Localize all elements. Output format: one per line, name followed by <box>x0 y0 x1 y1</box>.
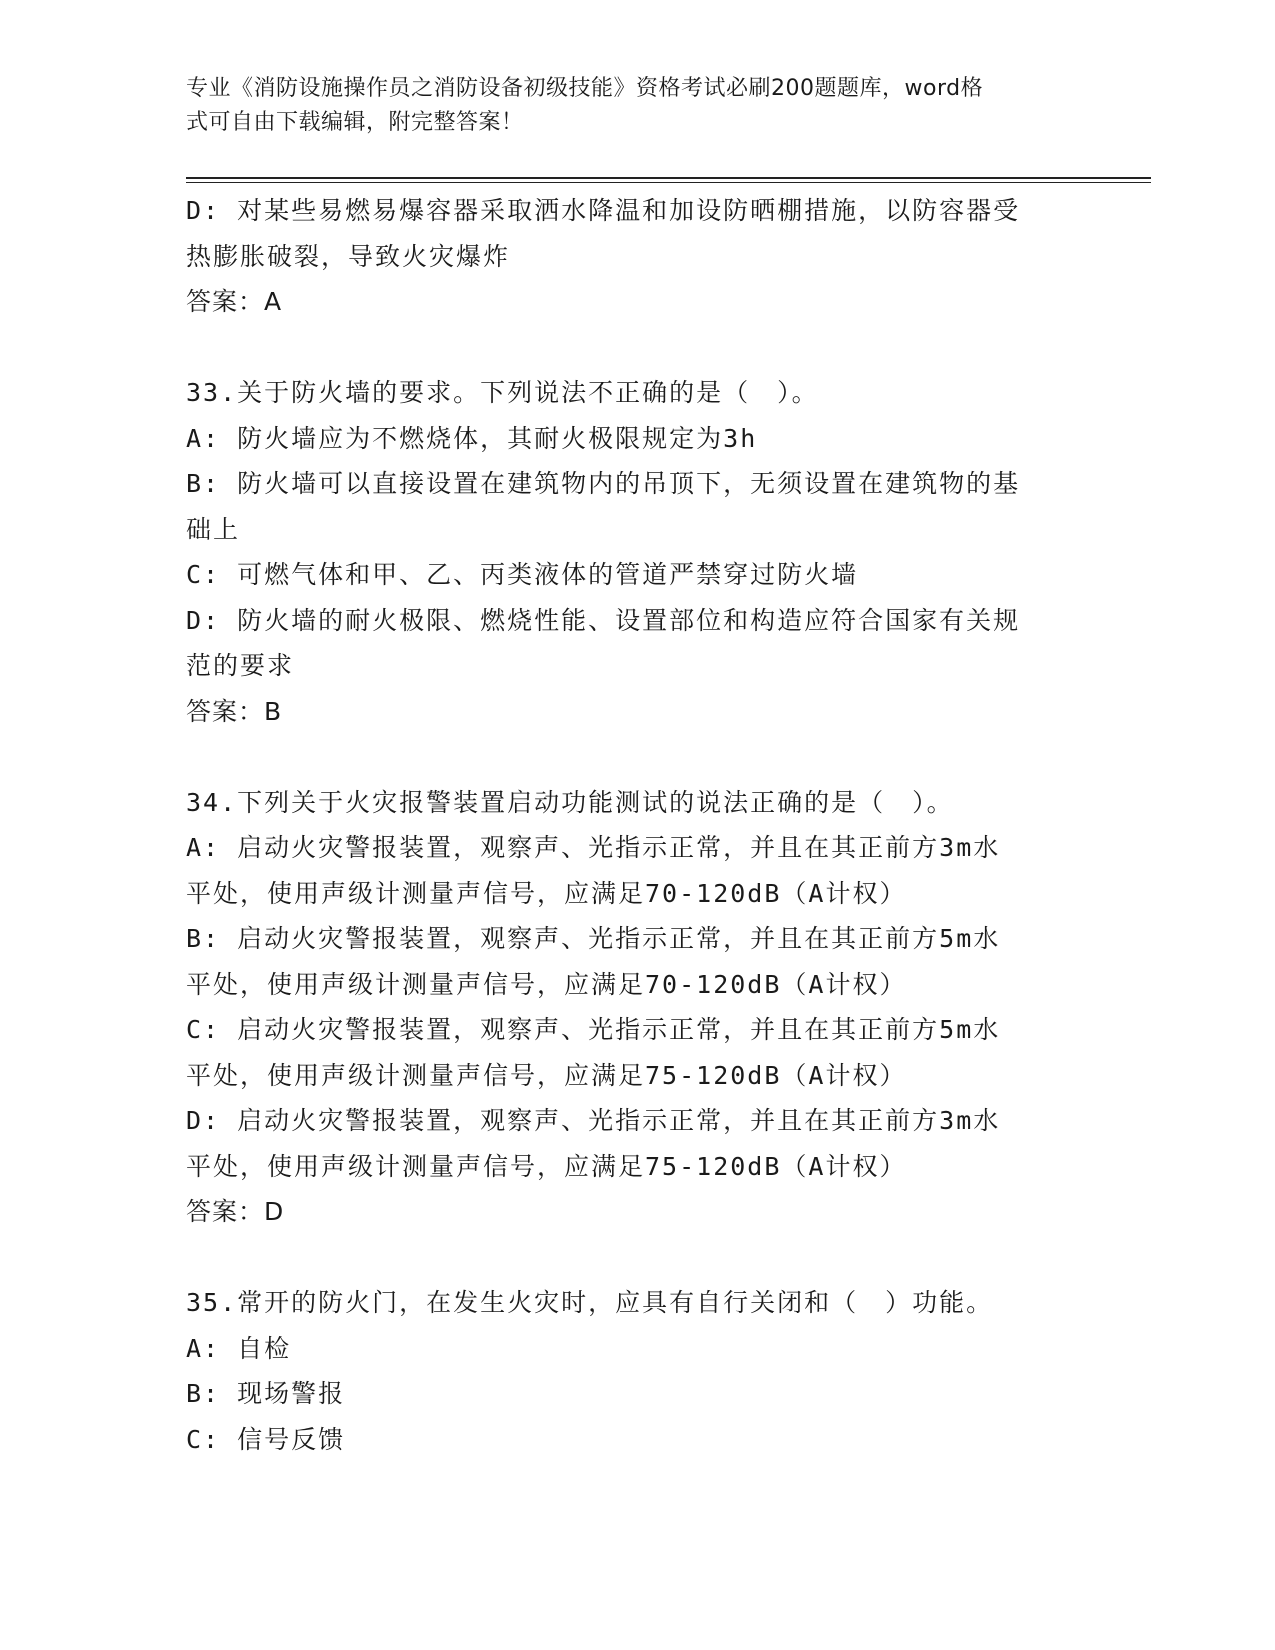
option-a-line2: 平处，使用声级计测量声信号，应满足70-120dB（A计权） <box>186 878 907 908</box>
option-b-line2: 平处，使用声级计测量声信号，应满足70-120dB（A计权） <box>186 969 907 999</box>
option-b-line2: 础上 <box>186 514 241 544</box>
question-35 <box>186 1280 1086 1462</box>
option-a-line1: A: 启动火灾警报装置，观察声、光指示正常，并且在其正前方3m水 <box>186 833 1001 862</box>
option-d-line1: D: 启动火灾警报装置，观察声、光指示正常，并且在其正前方3m水 <box>186 1106 1001 1135</box>
option-d-line1: D: 对某些易燃易爆容器采取洒水降温和加设防晒棚措施，以防容器受 <box>186 196 1021 225</box>
answer-label: 答案：A <box>186 287 283 316</box>
answer-label: 答案：B <box>186 696 283 726</box>
option-d-line1: D: 防火墙的耐火极限、燃烧性能、设置部位和构造应符合国家有关规 <box>186 605 1021 635</box>
option-c-line1: C: 启动火灾警报装置，观察声、光指示正常，并且在其正前方5m水 <box>186 1015 1001 1044</box>
option-c: C: 可燃气体和甲、乙、丙类液体的管道严禁穿过防火墙 <box>186 560 859 589</box>
header-title-line2: 式可自由下载编辑，附完整答案！ <box>186 110 524 135</box>
option-d-line2: 平处，使用声级计测量声信号，应满足75-120dB（A计权） <box>186 1151 907 1181</box>
option-d-line2: 范的要求 <box>186 651 295 680</box>
option-a: A: 自检 <box>186 1333 292 1363</box>
header-divider-thick <box>186 177 1151 179</box>
option-c-line2: 平处，使用声级计测量声信号，应满足75-120dB（A计权） <box>186 1060 907 1090</box>
spacer <box>186 325 1086 371</box>
spacer <box>186 734 1086 780</box>
option-b: B: 现场警报 <box>186 1379 346 1408</box>
answer-label: 答案：D <box>186 1197 285 1226</box>
question-33 <box>186 370 1086 734</box>
option-c: C: 信号反馈 <box>186 1424 346 1454</box>
question-text: 34.下列关于火灾报警装置启动功能测试的说法正确的是（ ）。 <box>186 787 954 817</box>
question-34 <box>186 780 1086 1235</box>
question-text: 35.常开的防火门，在发生火灾时，应具有自行关闭和（ ）功能。 <box>186 1288 994 1317</box>
spacer <box>186 1235 1086 1281</box>
option-a: A: 防火墙应为不燃烧体，其耐火极限规定为3h <box>186 423 758 453</box>
page-header <box>186 72 1076 140</box>
question-32-tail <box>186 188 1086 325</box>
header-title-line1: 专业《消防设施操作员之消防设备初级技能》资格考试必刷200题题库，word格 <box>186 76 984 101</box>
question-text: 33.关于防火墙的要求。下列说法不正确的是（ ）。 <box>186 378 819 407</box>
header-divider-thin <box>186 182 1151 183</box>
option-b-line1: B: 启动火灾警报装置，观察声、光指示正常，并且在其正前方5m水 <box>186 924 1001 953</box>
option-d-line2: 热膨胀破裂，导致火灾爆炸 <box>186 241 511 271</box>
option-b-line1: B: 防火墙可以直接设置在建筑物内的吊顶下，无须设置在建筑物的基 <box>186 469 1021 498</box>
document-body <box>186 188 1086 1462</box>
